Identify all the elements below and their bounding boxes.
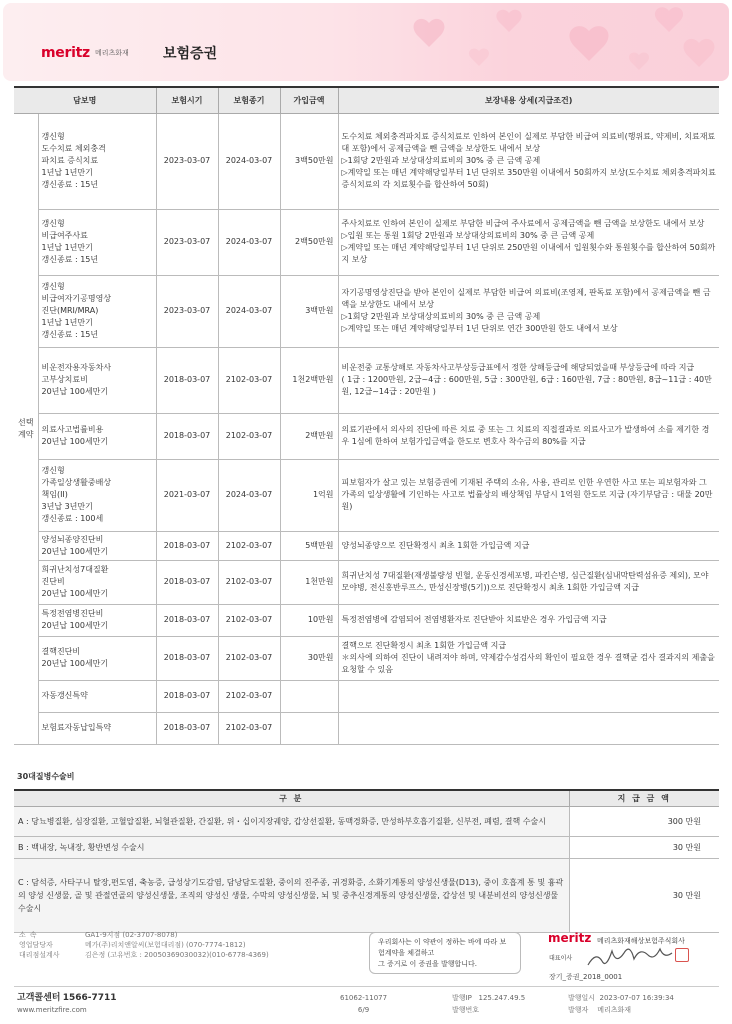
insured-amount: 2백50만원 [280, 209, 338, 275]
insured-amount: 5백만원 [280, 531, 338, 560]
insured-amount: 3백50만원 [280, 113, 338, 209]
coverage-detail: 자기공명영상진단을 받아 본인이 실제로 부담한 비급여 의료비(조영제, 판독료 포함)에서 공제금액을 뺀 금액을 보상한도 내에서 보상 ▷1회당 2만원과 보상대상의료비의 30% 중 큰 금액 공제 ▷계약일 또는 매년 계약해당일부터 1년 단위로 연간 300만원 한도 내에서 보상 [338, 275, 719, 347]
start-date: 2018-03-07 [156, 712, 218, 744]
disease-category: B : 백내장, 녹내장, 황반변성 수술시 [14, 836, 569, 858]
end-date: 2102-03-07 [218, 560, 280, 604]
coverage-detail: 피보험자가 살고 있는 보험증권에 기재된 주택의 소유, 사용, 관리로 인한 우연한 사고 또는 피보험자와 그 가족의 일상생활에 기인하는 사고로 법률상의 배상책임 부담시 1억원 한도로 지급 (자기부담금 : 대물 20만원) [338, 459, 719, 531]
coverage-detail: 특정전염병에 감염되어 전염병환자로 진단받아 치료받은 경우 가입금액 지급 [338, 604, 719, 636]
end-date: 2102-03-07 [218, 680, 280, 712]
coverage-name: 갱신형 비급여자기공명영상 진단(MRI/MRA) 1년납 1년만기 갱신종료 : 15년 [38, 275, 156, 347]
footer-doc: 61062-11077 6/9 [340, 994, 388, 1014]
coverage-detail: 희귀난치성 7대질환(재생불량성 빈혈, 운동신경세포병, 파킨슨병, 심근질환(심내막탄력섬유증 제외), 모야모야병, 전신홍반루프스, 만성신장병(5기))으로 진단확정시 최초 1회한 가입금액 지급 [338, 560, 719, 604]
end-date: 2102-03-07 [218, 604, 280, 636]
insurer-logo: meritz [548, 931, 592, 945]
table-row [14, 113, 719, 209]
col-detail: 보장내용 상세(지급조건) [338, 87, 719, 113]
table-row [14, 636, 719, 680]
disease-surgery-title: 30대질병수술비 [17, 772, 75, 781]
end-date: 2102-03-07 [218, 531, 280, 560]
coverage-name: 갱신형 비급여주사료 1년납 1년만기 갱신종료 : 15년 [38, 209, 156, 275]
insured-amount: 30만원 [280, 636, 338, 680]
brand-logo: meritz [41, 45, 90, 61]
table-row [14, 560, 719, 604]
disease-row [14, 806, 719, 836]
coverage-name: 의료사고법률비용 20년납 100세만기 [38, 413, 156, 459]
disease-row [14, 858, 719, 932]
footer-contact: 고객콜센터 1566-7711 www.meritzfire.com [17, 993, 117, 1014]
disease-category: A : 당뇨병질환, 심장질환, 고혈압질환, 뇌혈관질환, 간질환, 위・십이지장궤양, 갑상선질환, 동맥경화증, 만성하부호흡기질환, 신부전, 폐렴, 결핵 수술시 [14, 806, 569, 836]
disease-row [14, 836, 719, 858]
insured-amount: 1천만원 [280, 560, 338, 604]
agent-info [19, 930, 269, 960]
brand-sub: 메리츠화재 [95, 49, 129, 57]
insured-amount: 1천2백만원 [280, 347, 338, 413]
ceo-label: 대표이사 [549, 955, 573, 962]
issuance-notice: 우리회사는 이 약관이 정하는 바에 따라 보험계약을 체결하고 그 증거로 이 증권을 발행합니다. [369, 932, 521, 974]
coverage-detail [338, 712, 719, 744]
page-title: 보험증권 [163, 46, 218, 62]
table-row [14, 275, 719, 347]
company-seal-icon [675, 948, 689, 962]
start-date: 2018-03-07 [156, 636, 218, 680]
coverage-name: 보험료자동납입특약 [38, 712, 156, 744]
col-category: 구 분 [14, 790, 569, 806]
info-row: 영업담당자 메가(주)리치앤알씨(보험대리점) (070-7774-1812) [19, 941, 246, 949]
disease-amount: 30 만원 [569, 858, 719, 932]
coverage-name: 비운전자용자동차사 고부상치료비 20년납 100세만기 [38, 347, 156, 413]
insured-amount [280, 680, 338, 712]
table-row [14, 680, 719, 712]
end-date: 2024-03-07 [218, 113, 280, 209]
coverage-detail: 도수치료 체외충격파치료 증식치료로 인하여 본인이 실제로 부담한 비급여 의료비(행위료, 약제비, 치료재료대 포함)에서 공제금액을 뺀 금액을 보상한도 내에서 보상 ▷1회당 2만원과 보상대상의료비의 30% 중 큰 금액 공제 ▷계약일 또는 매년 계약해당일부터 1년 단위로 350만원 이내에서 50회까지 보상(도수치료 체외충격파치료 증식치료의 각 치료횟수를 합산하여 50회) [338, 113, 719, 209]
end-date: 2102-03-07 [218, 636, 280, 680]
end-date: 2102-03-07 [218, 347, 280, 413]
insured-amount: 3백만원 [280, 275, 338, 347]
coverage-detail: 비운전중 교통상해로 자동차사고부상등급표에서 정한 상해등급에 해당되었을때 부상등급에 따라 지급 ( 1급 : 1200만원, 2급~4급 : 600만원, 5급 : 300만원, 6급 : 160만원, 7급 : 80만원, 8급~11급 : 40만원, 12급~14급 : 20만원 ) [338, 347, 719, 413]
footer-divider [14, 986, 719, 987]
table-row [14, 604, 719, 636]
insured-amount [280, 712, 338, 744]
col-start-date: 보험시기 [156, 87, 218, 113]
coverage-name: 희귀난치성7대질환 진단비 20년납 100세만기 [38, 560, 156, 604]
info-row: 소속 GA1-9지점 (02-3707-8078) [19, 931, 178, 939]
coverage-name: 양성뇌종양진단비 20년납 100세만기 [38, 531, 156, 560]
info-row: 대리점설계사 김은정 (고유번호 : 20050369030032)(010-6778-4369) [19, 951, 269, 959]
ceo-signature [580, 943, 690, 973]
table-row [14, 712, 719, 744]
coverage-detail: 양성뇌종양으로 진단확정시 최초 1회한 가입금액 지급 [338, 531, 719, 560]
footer-issue: 발행IP 125.247.49.5 발행번호 [452, 994, 526, 1014]
insured-amount: 2백만원 [280, 413, 338, 459]
end-date: 2024-03-07 [218, 459, 280, 531]
disease-amount: 300 만원 [569, 806, 719, 836]
coverage-name: 갱신형 가족일상생활중배상 책임(II) 3년납 3년만기 갱신종료 : 100세 [38, 459, 156, 531]
coverage-name: 특정전염병진단비 20년납 100세만기 [38, 604, 156, 636]
insurer-name: 메리츠화재해상보험주식회사 [597, 937, 685, 945]
end-date: 2102-03-07 [218, 413, 280, 459]
col-payout: 지 급 금 액 [569, 790, 719, 806]
disease-table [14, 789, 719, 933]
coverage-table [14, 86, 719, 745]
coverage-header-row [14, 87, 719, 113]
footer-site: www.meritzfire.com [17, 1006, 87, 1014]
disease-header-row [14, 790, 719, 806]
insured-amount: 1억원 [280, 459, 338, 531]
end-date: 2024-03-07 [218, 275, 280, 347]
group-label: 선택 계약 [14, 113, 38, 744]
coverage-name: 갱신형 도수치료 체외충격 파치료 증식치료 1년납 1년만기 갱신종료 : 15년 [38, 113, 156, 209]
col-coverage-name: 담보명 [14, 87, 156, 113]
certificate-number: 장기_증권_2018_0001 [549, 973, 623, 981]
coverage-detail: 결핵으로 진단확정시 최초 1회한 가입금액 지급 ＊의사에 의하여 진단이 내려져야 하며, 약제감수성검사의 확인이 필요한 경우 결핵균 검사 결과지의 제출을 요청할 수 있음 [338, 636, 719, 680]
coverage-detail [338, 680, 719, 712]
start-date: 2023-03-07 [156, 113, 218, 209]
coverage-detail: 주사치료로 인하여 본인이 실제로 부담한 비급여 주사료에서 공제금액을 뺀 금액을 보상한도 내에서 보상 ▷입원 또는 통원 1회당 2만원과 보상대상의료비의 30% 중 큰 금액 공제 ▷계약일 또는 매년 계약해당일부터 1년 단위로 250만원 이내에서 입원횟수와 통원횟수를 합산하여 50회까지 보상 [338, 209, 719, 275]
col-amount: 가입금액 [280, 87, 338, 113]
start-date: 2018-03-07 [156, 413, 218, 459]
coverage-name: 결핵진단비 20년납 100세만기 [38, 636, 156, 680]
table-row [14, 459, 719, 531]
footer-issue-date: 발행일시 2023-07-07 16:39:34 발행자 메리츠화재 [568, 994, 674, 1014]
start-date: 2018-03-07 [156, 560, 218, 604]
table-row [14, 209, 719, 275]
end-date: 2102-03-07 [218, 712, 280, 744]
disease-amount: 30 만원 [569, 836, 719, 858]
start-date: 2018-03-07 [156, 531, 218, 560]
table-row [14, 347, 719, 413]
table-row [14, 413, 719, 459]
coverage-name: 자동갱신특약 [38, 680, 156, 712]
end-date: 2024-03-07 [218, 209, 280, 275]
start-date: 2021-03-07 [156, 459, 218, 531]
disease-category: C : 담석증, 사타구니 탈장,편도염, 축농증, 급성상기도감염, 담낭담도질환, 중이의 진주종, 귀경화증, 소화기계통의 양성신생물(D13), 중이 호흡계 통 및 흉곽의 양성 신생물, 골 및 관절연골의 양성신생물, 조직의 양성신 생물, 수막의 양성신생물, 뇌 및 중추신경계통의 양성신생물, 갑상선 및 내분비선의 양성신생물 수술시 [14, 858, 569, 932]
document-header [3, 3, 729, 81]
hearts-decoration [369, 3, 729, 81]
start-date: 2018-03-07 [156, 604, 218, 636]
insured-amount: 10만원 [280, 604, 338, 636]
table-row [14, 531, 719, 560]
start-date: 2023-03-07 [156, 209, 218, 275]
start-date: 2018-03-07 [156, 680, 218, 712]
start-date: 2018-03-07 [156, 347, 218, 413]
start-date: 2023-03-07 [156, 275, 218, 347]
col-end-date: 보험종기 [218, 87, 280, 113]
coverage-detail: 의료기관에서 의사의 진단에 따른 치료 중 또는 그 치료의 직접결과로 의료사고가 발생하여 소를 제기한 경우 1심에 한하여 보험가입금액을 한도로 변호사 착수금의 80%를 지급 [338, 413, 719, 459]
